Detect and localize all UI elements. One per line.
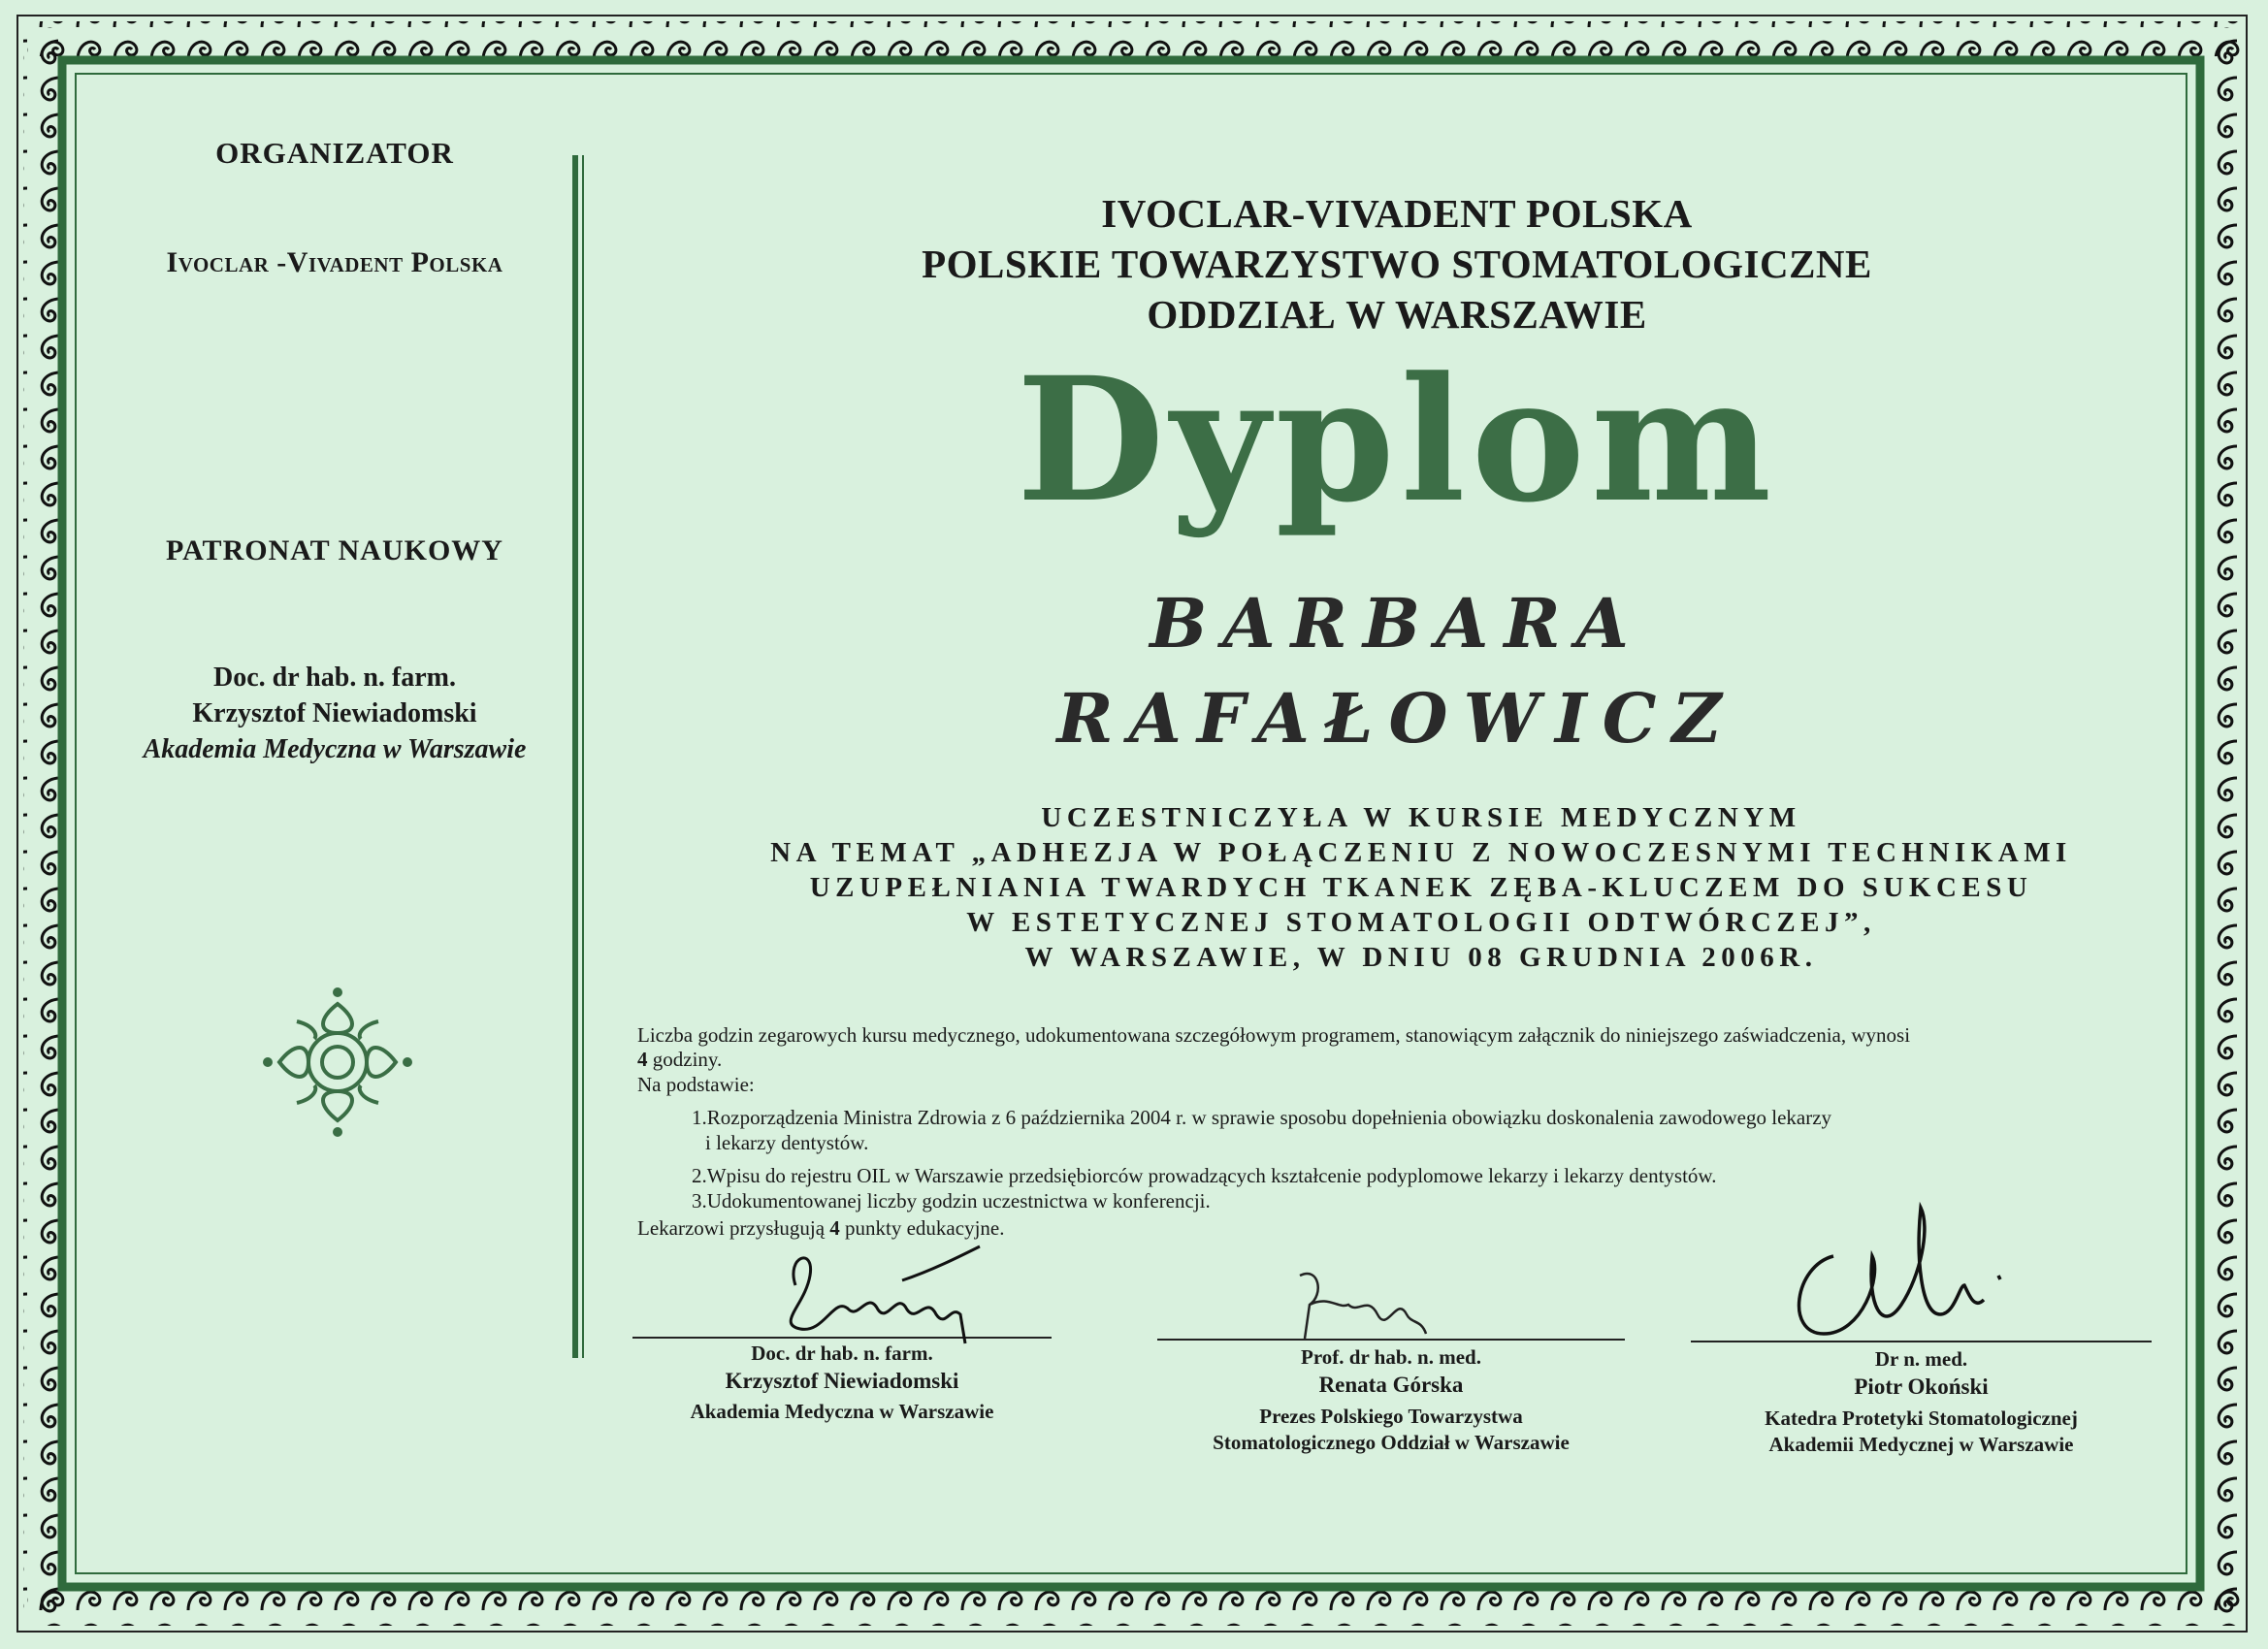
course-line-5: W WARSZAWIE, W DNIU 08 GRUDNIA 2006R.	[1024, 942, 1818, 973]
patron-name: Krzysztof Niewiadomski	[192, 698, 477, 728]
patron-heading: PATRONAT NAUKOWY	[166, 534, 503, 566]
points-pre: Lekarzowi przysługują	[637, 1216, 826, 1240]
signatory-2-role-1: Prezes Polskiego Towarzystwa	[1259, 1405, 1523, 1428]
signatory-3-title: Dr n. med.	[1874, 1347, 1968, 1371]
basis-item-1a: 1.Rozporządzenia Ministra Zdrowia z 6 października 2004 r. w sprawie sposobu dopełnienia obowiązku doskonalenia zawodowego lekarzy	[692, 1106, 1832, 1129]
diploma-title: Dyplom	[1016, 340, 1778, 540]
organizer-name: Ivoclar -Vivadent Polska	[166, 246, 503, 278]
basis-item-3: 3.Udokumentowanej liczby godzin uczestnictwa w konferencji.	[692, 1189, 1211, 1212]
course-line-4: W ESTETYCZNEJ STOMATOLOGII ODTWÓRCZEJ”,	[966, 907, 1876, 938]
signatory-1-name: Krzysztof Niewiadomski	[725, 1369, 959, 1393]
basis-item-1b: i lekarzy dentystów.	[705, 1131, 869, 1154]
divider-thin	[582, 155, 584, 1358]
patron-affiliation: Akademia Medyczna w Warszawie	[143, 734, 527, 764]
header-line-1: IVOCLAR-VIVADENT POLSKA	[1101, 191, 1693, 236]
handwritten-signature-1	[757, 1237, 1048, 1353]
hours-value: 4	[637, 1048, 648, 1071]
signatory-2-name: Renata Górska	[1318, 1373, 1464, 1397]
signatory-1-role: Akademia Medyczna w Warszawie	[690, 1400, 994, 1423]
hours-statement: Liczba godzin zegarowych kursu medycznego, udokumentowana szczegółowym programem, stanowiącym załącznik do niniejszego zaświadczenia, wynosi	[637, 1023, 1911, 1047]
header-line-2: POLSKIE TOWARZYSTWO STOMATOLOGICZNE	[922, 242, 1872, 286]
course-line-2: NA TEMAT „ADHEZJA W POŁĄCZENIU Z NOWOCZESNYMI TECHNIKAMI	[770, 837, 2072, 868]
recipient-last-name: RAFAŁOWICZ	[1056, 678, 1737, 759]
signatory-2-title: Prof. dr hab. n. med.	[1301, 1345, 1481, 1369]
signatory-3-role-2: Akademii Medycznej w Warszawie	[1768, 1433, 2074, 1456]
signatory-2-role-2: Stomatologicznego Oddział w Warszawie	[1213, 1431, 1570, 1454]
header-line-3: ODDZIAŁ W WARSZAWIE	[1147, 292, 1647, 337]
patron-title: Doc. dr hab. n. farm.	[213, 663, 456, 693]
points-post: punkty edukacyjne.	[845, 1216, 1005, 1240]
handwritten-signature-3	[1775, 1188, 2027, 1353]
recipient-first-name: BARBARA	[1150, 583, 1644, 663]
signatory-3-name: Piotr Okoński	[1854, 1374, 1989, 1399]
handwritten-signature-2	[1280, 1256, 1455, 1353]
signatory-3-role-1: Katedra Protetyki Stomatologicznej	[1765, 1406, 2078, 1430]
basis-item-2: 2.Wpisu do rejestru OIL w Warszawie przedsiębiorców prowadzących kształcenie podyplomowe lekarzy i lekarzy dentystów.	[692, 1164, 1717, 1187]
organizer-heading: ORGANIZATOR	[215, 136, 454, 170]
hours-unit: godziny.	[652, 1048, 723, 1071]
course-line-1: UCZESTNICZYŁA W KURSIE MEDYCZNYM	[1041, 802, 1801, 833]
basis-label: Na podstawie:	[637, 1073, 755, 1096]
ornament-emblem	[260, 985, 415, 1140]
points-value: 4	[829, 1216, 840, 1240]
course-line-3: UZUPEŁNIANIA TWARDYCH TKANEK ZĘBA-KLUCZEM DO SUKCESU	[809, 872, 2033, 903]
signatory-1-title: Doc. dr hab. n. farm.	[751, 1342, 933, 1365]
hours-value-row	[637, 1048, 722, 1072]
